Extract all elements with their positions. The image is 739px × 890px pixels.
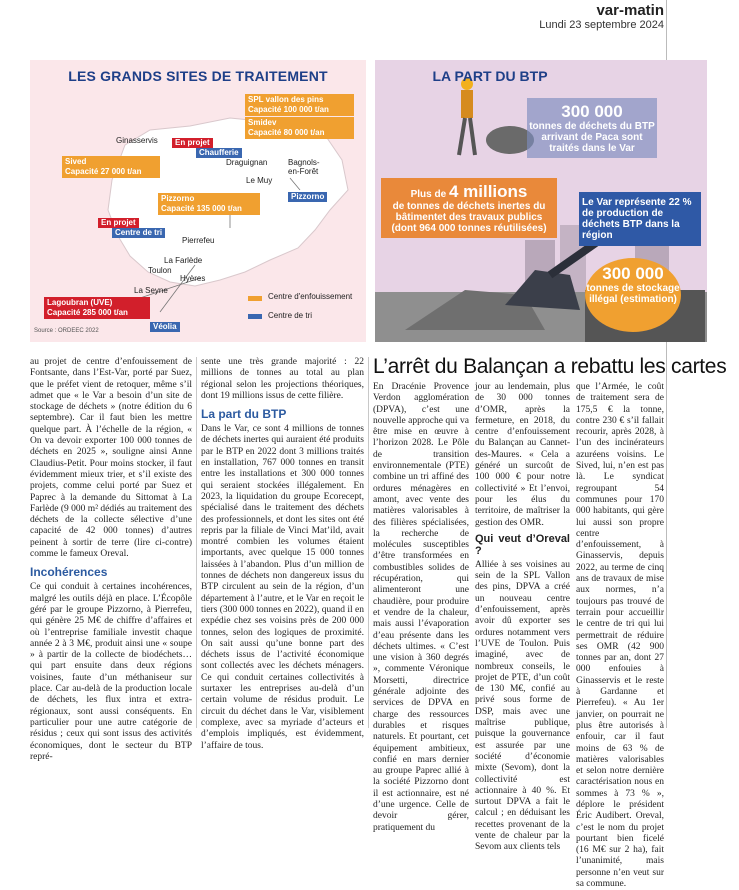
site-capacity: Capacité 27 000 t/an: [65, 167, 142, 176]
site-name: SPL vallon des pins: [248, 95, 324, 104]
site-spl-vallon-des-pins: [245, 94, 354, 116]
centre-de-tri-label: Centre de tri: [112, 228, 165, 238]
site-name: Lagoubran (UVE): [47, 298, 113, 307]
town-toulon: Toulon: [148, 266, 172, 275]
pizzorno-tri-label: Pizzorno: [288, 192, 327, 202]
town-la-seyne: La Seyne: [134, 286, 168, 295]
legend-swatch-blue: [248, 314, 262, 319]
subheading-incoherences: Incohérences: [30, 565, 108, 580]
sites-map-panel: [30, 60, 366, 342]
paragraph: jour au lendemain, plus de 30 000 tonnes d’OMR, après la fermeture, en 2018, du centre d’enfouissement du Balançan au Cannet-des-Maures. « Cela a généré un surcoût de 100 000 € pour notre collectivité » Et l’envoi, pour les élus du territoire, de maîtriser la gestion des OMR.: [475, 382, 570, 528]
town-ginasservis: Ginasservis: [116, 136, 158, 145]
en-projet-tag: En projet: [98, 218, 139, 228]
paragraph: au projet de centre d’enfouissement de Fontsante, dans l’Est-Var, porté par Suez, que le préfet vient de retoquer, même s’il admet que « le Var a besoin d’un site de stockage de déchets » (notre édition du 6 septembre). Car il faut bien les mettre quelque part. À l’échelle de la région, « On va devoir exporter 100 000 tonnes de déchets en 2025 », souligne ainsi Anne Claudius-Petit. Pour moins stocker, il faut évidemment mieux trier, et s’il existe des projets, comme celui porté par Suez et Paprec à la demande du Sittomat à La Farlède (9 000 m² dédiés au traitement des déchets de la collecte sélective d’une capacité de 42 000 tonnes) d’autres peinent à sortir de terre (lire ci-contre) comme le fameux Oreval.: [30, 357, 192, 560]
page-header: [0, 0, 739, 38]
site-sived: [62, 156, 160, 178]
site-capacity: Capacité 80 000 t/an: [248, 128, 325, 137]
map-source: Source : ORDEEC 2022: [34, 328, 99, 334]
stat-text: de tonnes de déchets inertes du bâtimentet des travaux publics (dont 964 000 tonnes réutilisées): [391, 201, 547, 234]
chaufferie-label: Chaufferie: [196, 148, 242, 158]
legend-swatch-orange: [248, 296, 262, 301]
article-column-4: [475, 382, 570, 854]
excavator-icon: [505, 270, 580, 310]
stat-text: tonnes de stockage illégal (estimation): [586, 283, 680, 305]
stat-300000-paca: [527, 98, 657, 158]
town-le-muy: Le Muy: [246, 176, 273, 185]
stat-figure: 300 000: [561, 102, 623, 121]
newspaper-brand: var-matin: [596, 2, 664, 19]
paragraph: Ce qui conduit à certaines incohérences, malgré les outils déjà en place. L’Écopôle géré par le groupe Pizzorno, à Pierrefeu, qui génère 25 M€ de chiffre d’affaires et où l’entreprise familiale investit chaque année 2 à 3 M€, produit ainsi une « soupe » à partir de la collecte de biodéchets… qui part ensuite dans deux régions voisines, faute d’un méthaniseur sur place. Car au-delà de la production locale de déchets, les flux intra et extra-régionaux, sont aussi conséquents. En particulier pour une autre catégorie de résidus ; ceux qui sont issus des activités économiques, dont le secteur du BTP repré-: [30, 582, 192, 762]
btp-title: LA PART DU BTP: [432, 68, 548, 84]
subheading-part-du-btp: La part du BTP: [201, 407, 287, 422]
town-bagnols-en-foret: Bagnols- en-Forêt: [288, 158, 320, 176]
veolia-label: Véolia: [150, 322, 180, 332]
column-divider: [368, 357, 369, 728]
stat-stockage-illegal: [585, 258, 681, 332]
town-draguignan: Draguignan: [226, 158, 268, 167]
issue-date: Lundi 23 septembre 2024: [539, 19, 664, 31]
btp-infographic-panel: [375, 60, 707, 342]
legend-centre-tri: Centre de tri: [268, 311, 313, 320]
stat-4-millions: [381, 178, 557, 238]
site-lagoubran: [44, 297, 150, 319]
site-capacity: Capacité 100 000 t/an: [248, 105, 329, 114]
paragraph: sente une très grande majorité : 22 millions de tonnes au total au plan régional selon les projections théoriques, dont 19 millions issus de cette filière.: [201, 357, 364, 401]
article-column-5: [576, 382, 664, 890]
site-smidev: [245, 117, 354, 139]
town-pierrefeu: Pierrefeu: [182, 236, 215, 245]
stat-22-percent: [579, 192, 701, 246]
legend-enfouissement: Centre d'enfouissement: [268, 292, 353, 301]
article-column-2: [201, 357, 364, 752]
town-la-farlede: La Farlède: [164, 256, 203, 265]
subheading-oreval: Qui veut d’Oreval ?: [475, 532, 570, 557]
site-pizzorno: [158, 193, 260, 215]
stat-figure: 300 000: [602, 264, 664, 283]
site-capacity: Capacité 135 000 t/an: [161, 204, 242, 213]
paragraph: Alliée à ses voisines au sein de la SPL Vallon des pins, DPVA a créé un nouveau centre d’enfouissement, après avoir dû exporter ses ordures notamment vers l’UVE de Toulon. Puis imaginé, avec de nombreux conseils, le projet de PTE, d’un coût de 130 M€, confié au privé sous forme de DSP, mais avec une maîtrise publique, puisque la gouvernance est assurée par une société d’économie mixte (Sevom), dont la collectivité est actionnaire à 40 %. Et surtout DPVA a fait le calcul ; en déduisant les recettes provenant de la vente de chaleur par la Sevom aux clients tels: [475, 559, 570, 853]
paragraph: que l’Armée, le coût de traitement sera de 175,5 € la tonne, contre 230 € s’il fallait recourir, après 2028, à l’un des incinérateurs azuréens voisins. Le Sived, lui, n’en est pas là. Le syndicat regroupant 54 communes pour 170 000 habitants, qui gère lui aussi son propre centre d’enfouissement, à Ginasservis, depuis 2022, au terme de cinq ans de travaux de mise aux normes, n’a toujours pas trouvé de terrain pour accueillir le centre de tri qui lui permettrait de réduire ses OMR (42 900 tonnes par an, dont 27 000 enfouies à Ginasservis et le reste à Gardanne et Pierrefeu). « Au 1er janvier, on pourrait ne plus être autorisés à enfouir, car il faut moins de 63 % de matières valorisables et selon notre dernière caractérisation nous en sommes à 73 % », déplore le président Éric Audibert. Oreval, c’est le nom du projet pourtant bien ficelé (16 M€ sur 2 ha), fait l’unanimité, mais personne n’en veut sur sa commune.: [576, 382, 664, 890]
stat-text: Le Var représente 22 % de production de déchets BTP dans la région: [582, 197, 692, 241]
stat-figure: 4 millions: [448, 182, 528, 201]
site-name: Sived: [65, 157, 87, 166]
article-headline: L’arrêt du Balançan a rebattu les cartes: [373, 355, 727, 378]
column-divider: [196, 357, 197, 728]
town-hyeres: Hyères: [180, 274, 206, 283]
worker-icon: [461, 90, 473, 118]
site-name: Pizzorno: [161, 194, 195, 203]
paragraph: Dans le Var, ce sont 4 millions de tonnes de déchets inertes qui auraient été produits par le BTP en 2022 dont 3 millions traités en installation, 767 000 tonnes en transit entre les installations et 300 000 tonnes qui seraient stockées illégalement. En 2023, la liquidation du groupe Ecorecept, spécialisé dans le traitement des déchets des professionnels, et dont les sites ont été repris par la filiale de Vinci Mat’ild, avait montré combien les volumes étaient importants, avec quelque 15 000 tonnes laissées à l’abandon. Plus d’un million de tonnes de déchets non dangereux issus du BTP circulent au sein de la région, d’un département à l’autre, et le Var en reçoit le tiers (300 000 tonnes en 2022), quand il en expédie chez ses voisins près de 200 000 tonnes, selon des logiques de proximité. On sait aussi qu’une bonne part des déchets issus de l’activité économique sont collectés avec les déchets ménagers. Ce qui conduit certaines collectivités à surtaxer les entreprises au-delà d’un certain volume de résidus produit. Le circuit du déchet dans le Var, visiblement complexe, avec sa myriade d’acteurs et d’emplois impliqués, est évidemment, l’affaire de tous.: [201, 424, 364, 751]
article-column-3: [373, 382, 469, 834]
site-name: Smidev: [248, 118, 277, 127]
article-column-1: [30, 357, 192, 763]
paragraph: En Dracénie Provence Verdon agglomération (DPVA), c’est une nouvelle approche qui va être mise en œuvre à l’horizon 2028. Le Pôle de transition environnementale (PTE) combine un tri affiné des ordures ménagères en amont, avec vente des matières valorisables à des filières spécialisées, la recherche de molécules susceptibles d’être transformées en combustibles solides de récupération, qui alimenteront une chaudière, pour produire et vendre de la chaleur, mais aussi l’évaporation d’eau présente dans les déchets ultimes. « C’est une vision à 360 degrés », commente Véronique Morsetti, directrice générale adjointe des services de DPVA en charge des ressources durables et risques naturels. Et pourtant, cet équipement ambitieux, confié en mars dernier au groupe Paprec allié à la société Pizzorno dont il est actionnaire, est né d’une urgence. Celle de devoir gérer, pratiquement du: [373, 382, 469, 833]
map-title: LES GRANDS SITES DE TRAITEMENT: [68, 68, 328, 84]
stat-prefix: Plus de: [410, 189, 447, 200]
site-capacity: Capacité 285 000 t/an: [47, 308, 128, 317]
stat-text: tonnes de déchets du BTP arrivant de Paca sont traités dans le Var: [529, 121, 655, 154]
en-projet-tag: En projet: [172, 138, 213, 148]
